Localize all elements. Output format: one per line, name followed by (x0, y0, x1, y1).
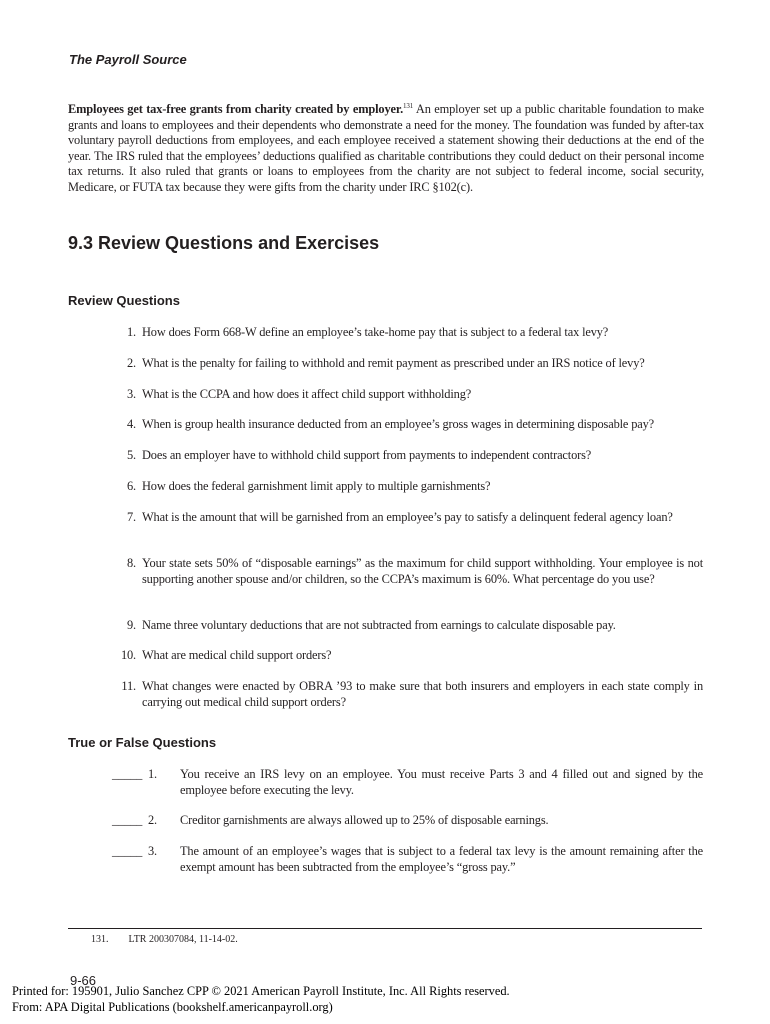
review-question-text: Does an employer have to withhold child support from payments to independent contractors? (142, 448, 592, 462)
review-question (110, 648, 703, 664)
footnote-text: LTR 200307084, 11-14-02. (128, 934, 238, 945)
footnote (91, 934, 238, 945)
review-question (110, 356, 703, 372)
page-number: 9-66 (70, 973, 97, 988)
print-notice (12, 983, 510, 1015)
true-false-question (112, 767, 703, 798)
review-question (110, 448, 703, 464)
answer-blank[interactable]: _____ (112, 767, 143, 781)
review-question-number: 6. (127, 479, 136, 493)
true-false-number: 3. (148, 844, 157, 858)
review-questions-heading: Review Questions (68, 293, 180, 308)
review-question-text: What is the amount that will be garnished from an employee’s pay to satisfy a delinquent federal agency loan? (142, 510, 673, 524)
review-question-number: 8. (127, 556, 136, 570)
true-false-text: The amount of an employee’s wages that is subject to a federal tax levy is the amount remaining after the exempt amount has been subtracted from the employee’s “gross pay.” (180, 844, 703, 874)
review-question (110, 679, 703, 710)
answer-blank[interactable]: _____ (112, 813, 143, 827)
review-question (110, 417, 703, 433)
true-false-question (112, 844, 703, 875)
review-question (110, 387, 703, 403)
review-question-text: How does the federal garnishment limit apply to multiple garnishments? (142, 479, 491, 493)
review-question-text: Your state sets 50% of “disposable earnings” as the maximum for child support withholding. Your employee is not supporting another spouse and/or children, so the CCPA’s maximum is 60%. What percentage do you use? (142, 556, 703, 586)
review-question (110, 479, 703, 495)
review-question-text: What is the CCPA and how does it affect child support withholding? (142, 387, 472, 401)
intro-body: An employer set up a public charitable foundation to make grants and loans to employees and their dependents who demonstrate a need for the money. The foundation was funded by after-tax voluntary payroll deductions from employees, and each employee received a statement showing their deductions at the end of the year. The IRS ruled that the employees’ deductions qualified as charitable contributions they could deduct on their personal income tax returns. It also ruled that grants or loans to employees from the charity are not subject to federal income, social security, Medicare, or FUTA tax because they were gifts from the charity under IRC §102(c). (68, 102, 704, 194)
section-title: 9.3 Review Questions and Exercises (68, 233, 380, 253)
review-question (110, 325, 703, 341)
review-question-number: 5. (127, 448, 136, 462)
review-question (110, 510, 703, 526)
intro-paragraph (68, 102, 704, 196)
review-question-text: What is the penalty for failing to withhold and remit payment as prescribed under an IRS notice of levy? (142, 356, 645, 370)
review-question-number: 10. (120, 648, 136, 662)
review-question-text: How does Form 668-W define an employee’s take-home pay that is subject to a federal tax levy? (142, 325, 609, 339)
true-false-number: 2. (148, 813, 157, 827)
true-false-question (112, 813, 703, 829)
true-false-number: 1. (148, 767, 157, 781)
review-question-text: What are medical child support orders? (142, 648, 332, 662)
review-question-number: 11. (121, 679, 136, 693)
source-line: From: APA Digital Publications (bookshelf.americanpayroll.org) (12, 1000, 333, 1014)
running-head: The Payroll Source (69, 52, 187, 67)
review-question-text: What changes were enacted by OBRA ’93 to make sure that both insurers and employers in each state comply in carrying out medical child support orders? (142, 679, 703, 709)
review-question-number: 2. (127, 356, 136, 370)
printed-for-line: Printed for: 195901, Julio Sanchez CPP © 2021 American Payroll Institute, Inc. All Rights reserved. (12, 984, 510, 998)
review-question-number: 9. (127, 618, 136, 632)
review-question (110, 556, 703, 587)
review-question (110, 618, 703, 634)
true-false-text: Creditor garnishments are always allowed up to 25% of disposable earnings. (180, 813, 549, 827)
review-question-number: 3. (127, 387, 136, 401)
review-question-number: 1. (127, 325, 136, 339)
footnote-number: 131. (91, 934, 109, 945)
review-question-number: 7. (127, 510, 136, 524)
review-question-number: 4. (127, 417, 136, 431)
footnote-ref[interactable]: 131 (403, 102, 414, 110)
true-false-heading: True or False Questions (68, 735, 217, 750)
footnote-divider (68, 928, 702, 929)
intro-bold-lead: Employees get tax-free grants from charity created by employer. (68, 102, 404, 116)
review-question-text: Name three voluntary deductions that are not subtracted from earnings to calculate disposable pay. (142, 618, 616, 632)
answer-blank[interactable]: _____ (112, 844, 143, 858)
true-false-text: You receive an IRS levy on an employee. You must receive Parts 3 and 4 filled out and signed by the employee before executing the levy. (180, 767, 703, 797)
review-question-text: When is group health insurance deducted from an employee’s gross wages in determining disposable pay? (142, 417, 654, 431)
